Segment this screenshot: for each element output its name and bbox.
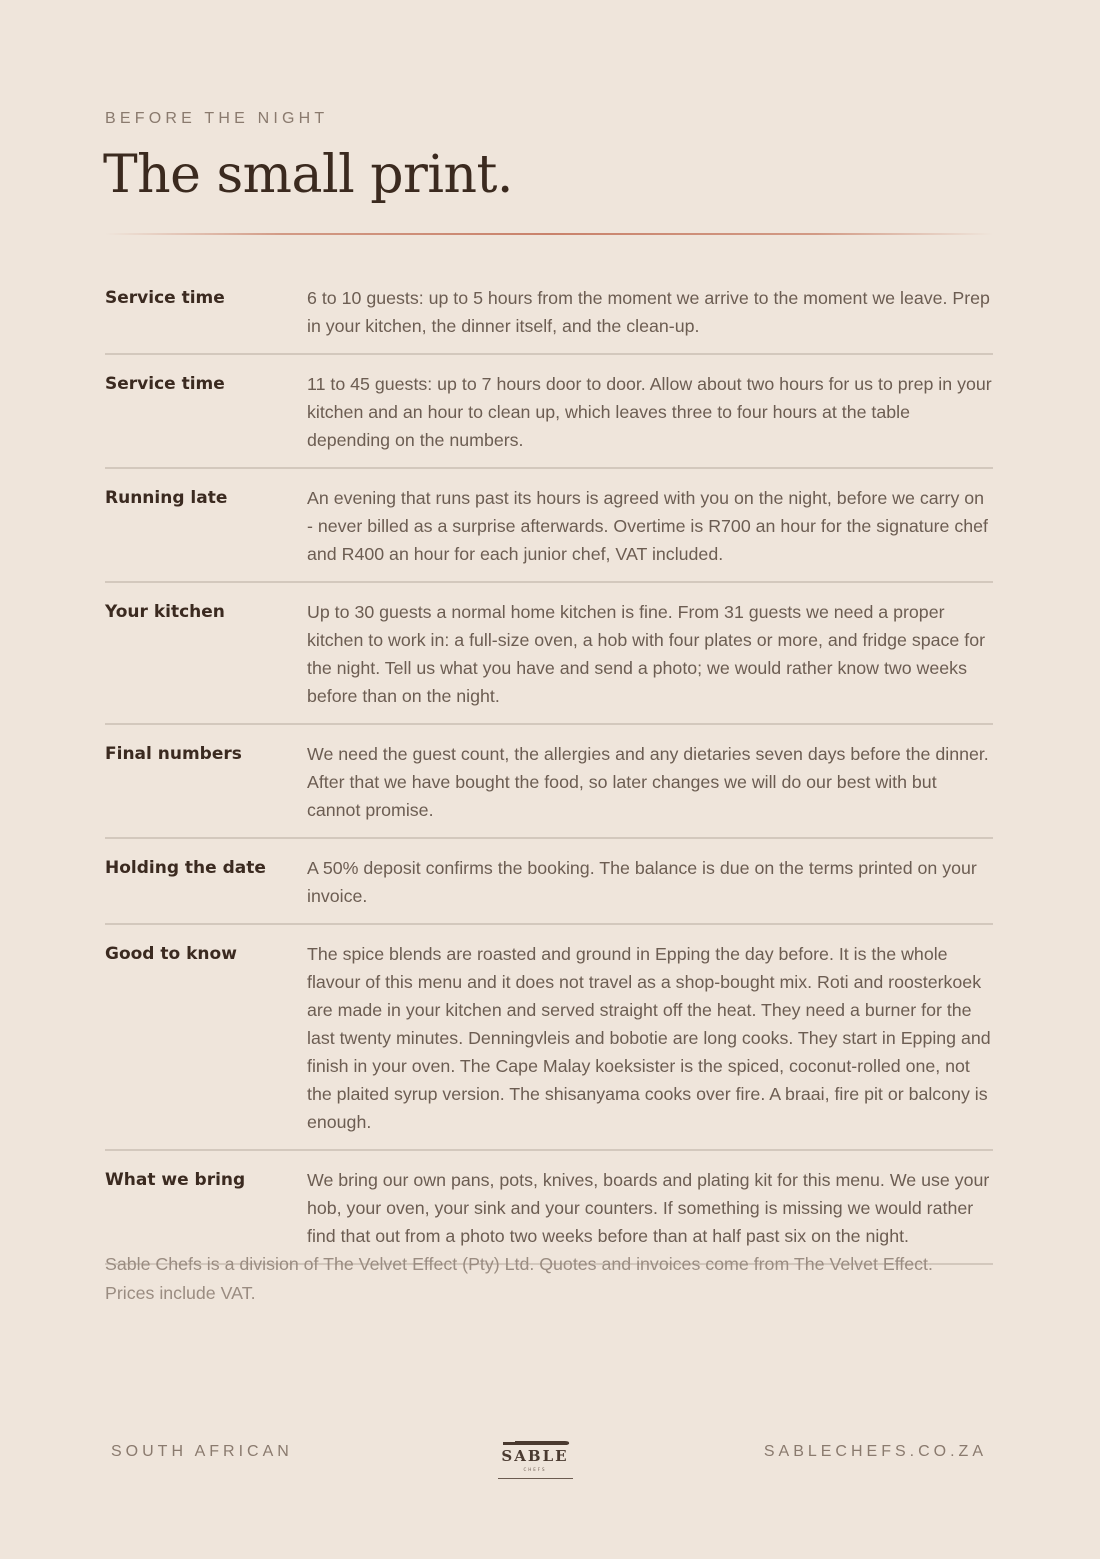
- sable-chefs-logo: [497, 1438, 575, 1482]
- term-text: A 50% deposit confirms the booking. The balance is due on the terms printed on your invoice.: [307, 858, 977, 906]
- term-row: [105, 738, 993, 839]
- term-row: [105, 482, 993, 583]
- term-text: 6 to 10 guests: up to 5 hours from the moment we arrive to the moment we leave. Prep in your kitchen, the dinner itself, and the clean-up.: [307, 288, 990, 336]
- term-text: An evening that runs past its hours is agreed with you on the night, before we carry on - never billed as a surprise afterwards. Overtime is R700 an hour for the signature chef and R400 an hour for each junior chef, VAT included.: [307, 488, 988, 564]
- term-label: Final numbers: [105, 744, 242, 764]
- term-row: [105, 596, 993, 725]
- company-footnote: Sable Chefs is a division of The Velvet Effect (Pty) Ltd. Quotes and invoices come from The Velvet Effect. Prices include VAT.: [105, 1254, 933, 1303]
- terms-list: [105, 282, 993, 1278]
- term-row: [105, 852, 993, 925]
- term-label: What we bring: [105, 1170, 246, 1190]
- term-text: The spice blends are roasted and ground in Epping the day before. It is the whole flavour of this menu and it does not travel as a shop-bought mix. Roti and roosterkoek are made in your kitchen and served straight off the heat. They need a burner for the last twenty minutes. Denningvleis and bobotie are long cooks. They start in Epping and finish in your oven. The Cape Malay koeksister is the spiced, coconut-rolled one, not the plaited syrup version. The shisanyama cooks over fire. A braai, fire pit or balcony is enough.: [307, 944, 991, 1132]
- logo-underline: [498, 1478, 573, 1479]
- logo-subtitle: CHEFS: [523, 1467, 547, 1472]
- term-row: [105, 368, 993, 469]
- term-text: 11 to 45 guests: up to 7 hours door to door. Allow about two hours for us to prep in your kitchen and an hour to clean up, which leaves three to four hours at the table depending on the numbers.: [307, 374, 992, 450]
- term-label: Running late: [105, 488, 228, 508]
- section-eyebrow: BEFORE THE NIGHT: [105, 110, 329, 127]
- term-label: Service time: [105, 374, 225, 394]
- footer-tagline: SOUTH AFRICAN: [111, 1443, 293, 1460]
- page-title: The small print.: [103, 145, 513, 205]
- term-label: Your kitchen: [105, 602, 225, 622]
- term-row: [105, 282, 993, 355]
- term-text: We bring our own pans, pots, knives, boards and plating kit for this menu. We use your hob, your oven, your sink and your counters. If something is missing we would rather find that out from a photo two weeks before than at half past six on the night.: [307, 1170, 990, 1246]
- term-label: Holding the date: [105, 858, 266, 878]
- term-text: We need the guest count, the allergies and any dietaries seven days before the dinner. After that we have bought the food, so later changes we will do our best with but cannot promise.: [307, 744, 989, 820]
- website-link[interactable]: SABLECHEFS.CO.ZA: [763, 1443, 987, 1460]
- term-label: Service time: [105, 288, 225, 308]
- accent-divider: [105, 233, 993, 235]
- term-text: Up to 30 guests a normal home kitchen is fine. From 31 guests we need a proper kitchen to work in: a full-size oven, a hob with four plates or more, and fridge space for the night. Tell us what you have and send a photo; we would rather know two weeks before than on the night.: [307, 602, 986, 706]
- term-label: Good to know: [105, 944, 237, 964]
- term-row: [105, 938, 993, 1151]
- logo-wordmark: SABLE: [501, 1447, 569, 1465]
